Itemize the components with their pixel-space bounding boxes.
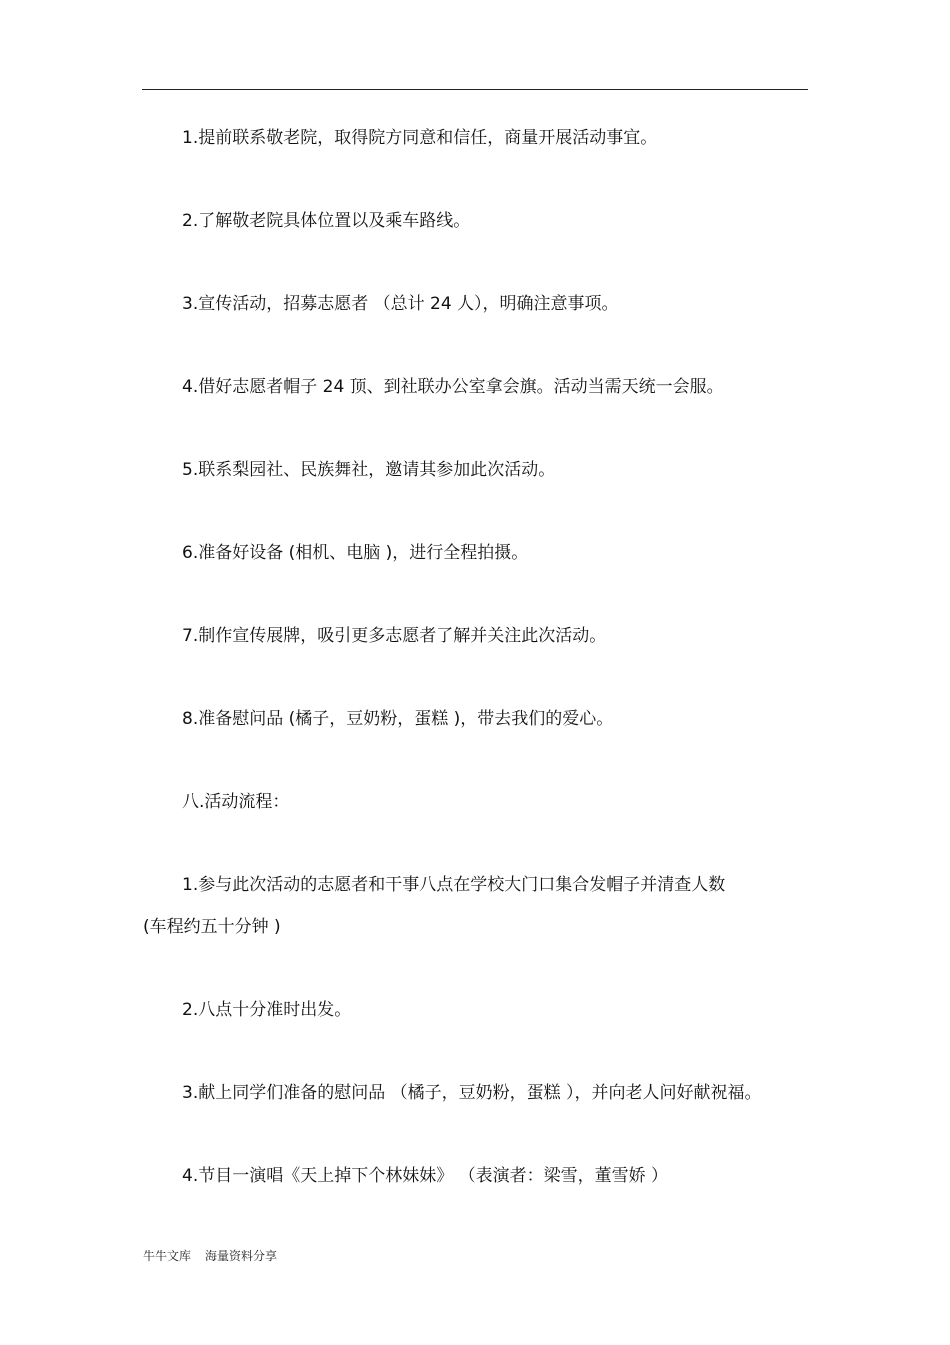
- footer-slogan: 海量资料分享: [205, 1249, 278, 1263]
- prep-item-3: 3.宣传活动，招募志愿者 （总计 24 人），明确注意事项。: [182, 294, 619, 314]
- prep-item-8: 8.准备慰问品 (橘子，豆奶粉，蛋糕 )，带去我们的爱心。: [182, 709, 614, 729]
- prep-item-6: 6.准备好设备 (相机、电脑 )，进行全程拍摄。: [182, 543, 529, 563]
- prep-item-2: 2.了解敬老院具体位置以及乘车路线。: [182, 211, 471, 231]
- flow-item-2: 2.八点十分准时出发。: [182, 1000, 352, 1020]
- page-footer: [143, 1248, 277, 1264]
- footer-brand: 牛牛文库: [143, 1249, 192, 1263]
- prep-item-4: 4.借好志愿者帽子 24 顶、到社联办公室拿会旗。活动当需天统一会服。: [182, 377, 724, 397]
- prep-item-7: 7.制作宣传展牌，吸引更多志愿者了解并关注此次活动。: [182, 626, 607, 646]
- flow-item-1: 1.参与此次活动的志愿者和干事八点在学校大门口集合发帽子并清查人数: [182, 875, 726, 895]
- flow-item-1-continuation: (车程约五十分钟 ): [143, 917, 281, 937]
- flow-item-4: 4.节目一演唱《天上掉下个林妹妹》 （表演者：梁雪，董雪娇 ）: [182, 1166, 669, 1186]
- section-heading: 八.活动流程：: [182, 792, 290, 812]
- flow-item-3: 3.献上同学们准备的慰问品 （橘子，豆奶粉，蛋糕 ），并向老人问好献祝福。: [182, 1083, 762, 1103]
- prep-item-5: 5.联系梨园社、民族舞社，邀请其参加此次活动。: [182, 460, 556, 480]
- header-rule: [142, 89, 808, 90]
- prep-item-1: 1.提前联系敬老院，取得院方同意和信任，商量开展活动事宜。: [182, 128, 658, 148]
